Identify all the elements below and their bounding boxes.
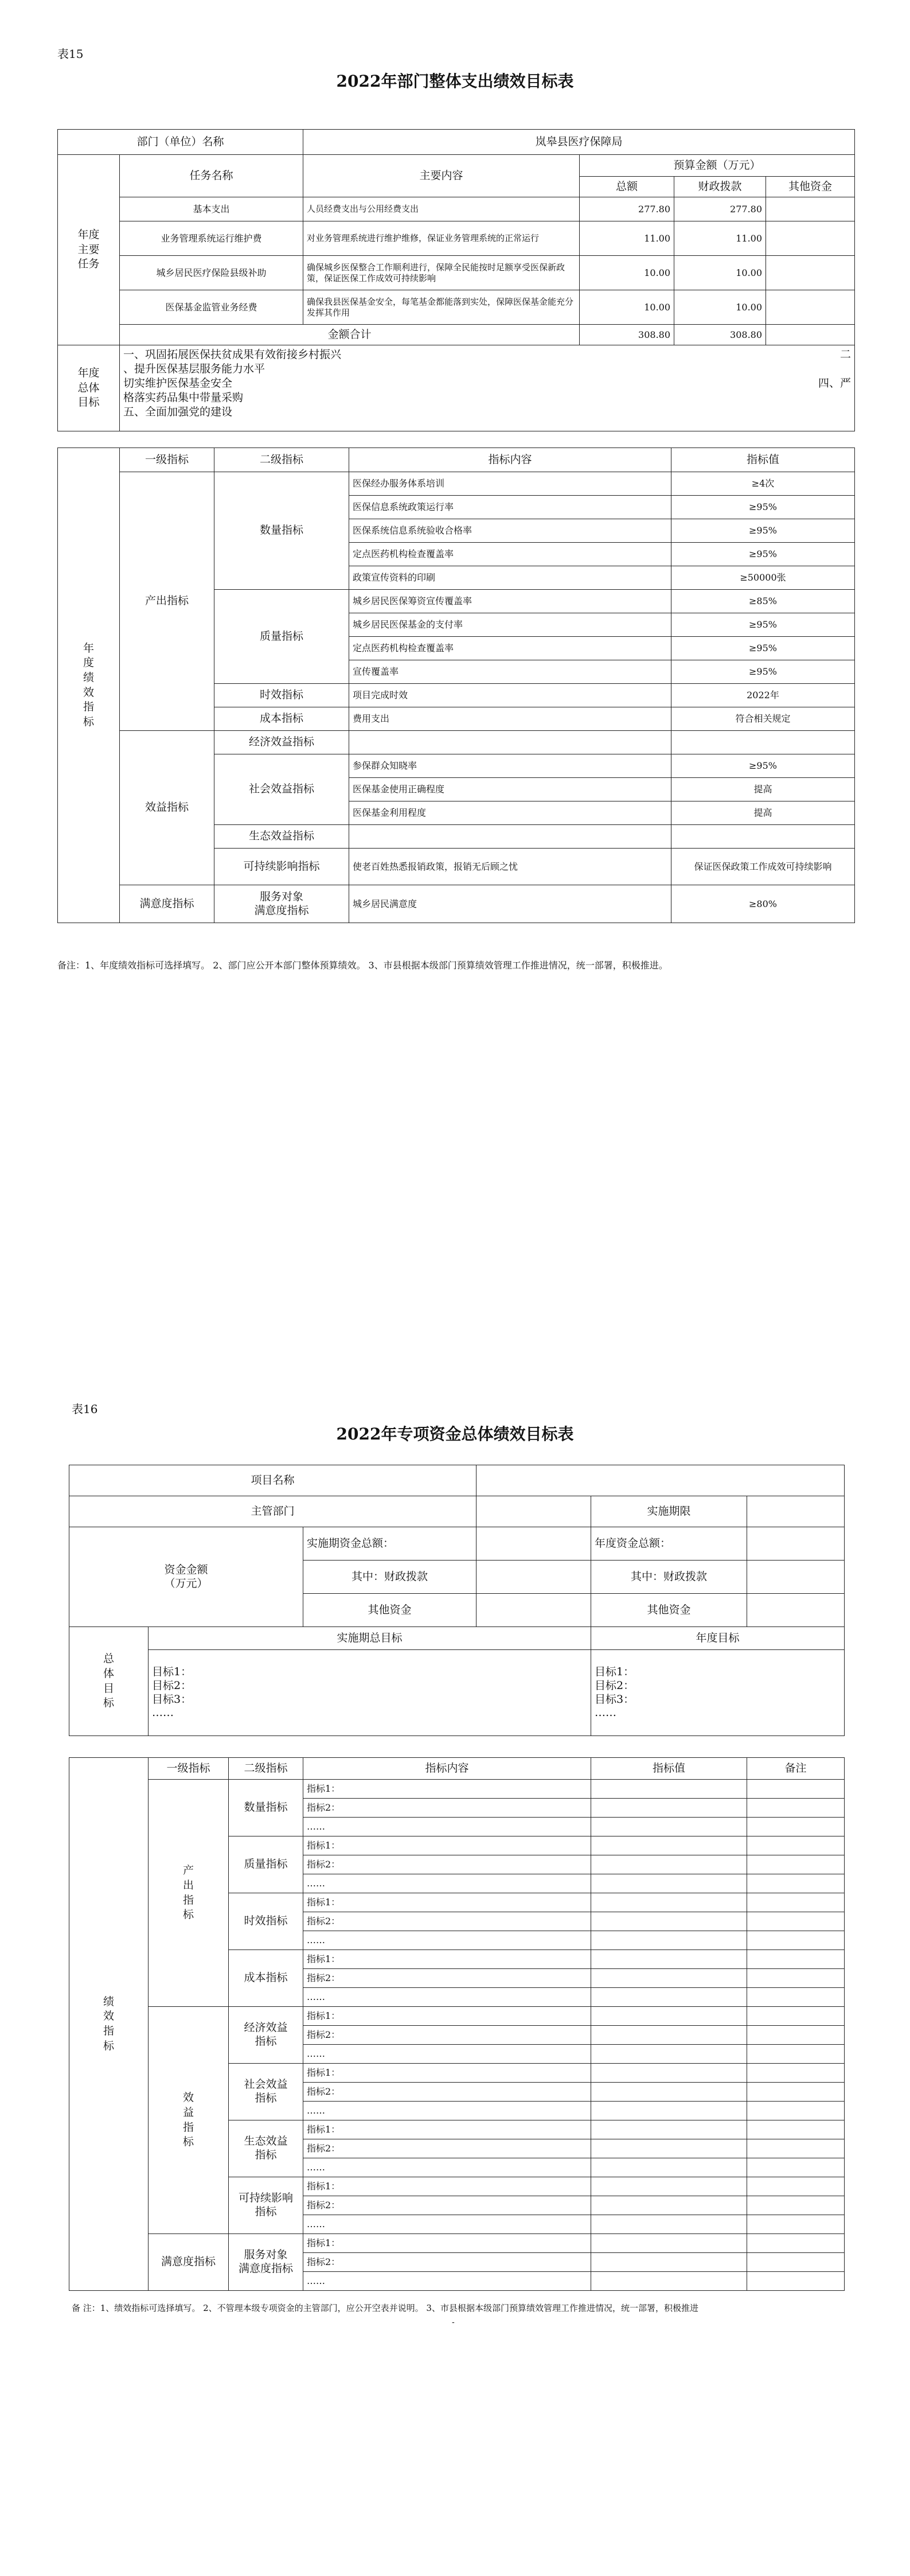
perf-section: 绩 效 指 标	[69, 1758, 149, 2291]
value-header: 指标值	[591, 1758, 747, 1780]
service-satisfaction-indicator: 服务对象 满意度指标	[229, 2234, 303, 2291]
indicator-value: ≥4次	[671, 472, 855, 496]
indicator-value: 提高	[671, 778, 855, 801]
indicator-remark	[747, 1874, 845, 1893]
page-title: 2022年专项资金总体绩效目标表	[336, 1425, 574, 1443]
indicator-value	[591, 2215, 747, 2234]
year-fiscal-value	[747, 1561, 845, 1594]
indicator-value: ≥95%	[671, 660, 855, 684]
cost-indicator: 成本指标	[214, 707, 349, 731]
indicator-remark	[747, 2007, 845, 2026]
indicator-value	[591, 2158, 747, 2177]
quantity-indicator: 数量指标	[214, 472, 349, 590]
economic-indicator: 经济效益指标	[214, 731, 349, 754]
table-number-label: 表16	[72, 1402, 98, 1416]
output-indicator: 产出指标	[120, 472, 214, 731]
indicator-value	[671, 731, 855, 754]
level1-header: 一级指标	[149, 1758, 229, 1780]
indicator-remark	[747, 2234, 845, 2253]
indicator-value: ≥95%	[671, 637, 855, 660]
task-content: 对业务管理系统进行维护维修，保证业务管理系统的正常运行	[303, 221, 580, 256]
task-fiscal: 277.80	[674, 197, 766, 221]
indicator-value	[591, 2007, 747, 2026]
indicator-value	[591, 1836, 747, 1855]
overall-goal-section: 总 体 目 标	[69, 1627, 149, 1736]
indicator-value	[591, 2234, 747, 2253]
social-indicator: 社会效益指标	[214, 754, 349, 825]
indicator-value	[591, 1780, 747, 1799]
indicator-content: 指标2：	[303, 2083, 591, 2102]
indicator-content: 指标2：	[303, 1969, 591, 1988]
indicator-value	[591, 2102, 747, 2120]
indicator-content: 医保信息系统政策运行率	[349, 496, 671, 519]
budget-header: 预算金额（万元）	[580, 155, 855, 177]
impl-other-value	[477, 1594, 591, 1627]
indicator-remark	[747, 2177, 845, 2196]
fiscal-header: 财政拨款	[674, 177, 766, 197]
goal-line: 切实维护医保基金安全	[123, 377, 233, 390]
sum-label: 金额合计	[120, 325, 580, 345]
ecology-indicator: 生态效益指标	[214, 825, 349, 849]
ecology-indicator: 生态效益 指标	[229, 2120, 303, 2177]
indicator-remark	[747, 2158, 845, 2177]
task-total: 11.00	[580, 221, 674, 256]
indicator-content: 指标1：	[303, 2234, 591, 2253]
indicator-content: 城乡居民满意度	[349, 885, 671, 923]
indicator-content: 城乡居民医保筹资宣传覆盖率	[349, 590, 671, 613]
total-header: 总额	[580, 177, 674, 197]
task-fiscal: 10.00	[674, 290, 766, 325]
content-header: 指标内容	[349, 448, 671, 472]
indicator-content: 指标2：	[303, 1799, 591, 1818]
indicator-content: 政策宣传资料的印刷	[349, 566, 671, 590]
indicator-value: ≥95%	[671, 519, 855, 543]
indicator-value	[591, 2064, 747, 2083]
output-indicator: 产 出 指 标	[149, 1780, 229, 2007]
fund-amount-label: 资金金额 （万元）	[69, 1527, 303, 1627]
indicator-content: 指标1：	[303, 1780, 591, 1799]
indicator-value	[591, 1969, 747, 1988]
other-header: 其他资金	[766, 177, 855, 197]
social-indicator: 社会效益 指标	[229, 2064, 303, 2120]
task-fiscal: 11.00	[674, 221, 766, 256]
indicator-content: 医保基金使用正确程度	[349, 778, 671, 801]
dept-value: 岚皋县医疗保障局	[303, 130, 855, 155]
indicator-value: ≥50000张	[671, 566, 855, 590]
indicator-value	[591, 1855, 747, 1874]
indicator-content: 指标1：	[303, 1950, 591, 1969]
table16-note: 备 注：1、绩效指标可选择填写。 2、不管理本级专项资金的主管部门，应公开空表并说明。 3、市县根据本级部门预算绩效管理工作推进情况，统一部署，积极推进	[72, 2303, 698, 2313]
indicator-content: 使老百姓热悉报销政策，报销无后顾之忧	[349, 849, 671, 885]
indicator-content: 费用支出	[349, 707, 671, 731]
year-fund-total-label: 年度资金总额：	[591, 1527, 747, 1561]
indicator-content: ……	[303, 1988, 591, 2007]
service-satisfaction-indicator: 服务对象 满意度指标	[214, 885, 349, 923]
indicator-value: 符合相关规定	[671, 707, 855, 731]
indicator-remark	[747, 2064, 845, 2083]
annual-tasks-section: 年度 主要 任务	[58, 155, 120, 345]
indicator-content: 指标1：	[303, 1836, 591, 1855]
indicator-value: 保证医保政策工作成效可持续影响	[671, 849, 855, 885]
indicator-remark	[747, 2272, 845, 2291]
impl-fund-total-value	[477, 1527, 591, 1561]
indicator-remark	[747, 2215, 845, 2234]
benefit-indicator: 效 益 指 标	[149, 2007, 229, 2234]
indicator-value: ≥95%	[671, 543, 855, 566]
indicator-content	[349, 825, 671, 849]
indicator-value	[591, 1818, 747, 1836]
indicator-content: 指标2：	[303, 1855, 591, 1874]
goal-line: 格落实药品集中带量采购	[123, 391, 244, 404]
task-content: 人员经费支出与公用经费支出	[303, 197, 580, 221]
indicator-content: 指标2：	[303, 1912, 591, 1931]
indicator-remark	[747, 1893, 845, 1912]
indicator-remark	[747, 1912, 845, 1931]
supervisor-dept-value	[477, 1496, 591, 1527]
sum-fiscal: 308.80	[674, 325, 766, 345]
indicator-content: 医保系统信息系统验收合格率	[349, 519, 671, 543]
indicator-content: ……	[303, 1818, 591, 1836]
indicator-value: 提高	[671, 801, 855, 825]
level2-header: 二级指标	[229, 1758, 303, 1780]
indicator-remark	[747, 2139, 845, 2158]
indicator-value	[591, 2045, 747, 2064]
task-content: 确保我县医保基金安全，每笔基金都能落到实处，保障医保基金能充分发挥其作用	[303, 290, 580, 325]
indicator-remark	[747, 2102, 845, 2120]
indicator-content: 指标1：	[303, 2007, 591, 2026]
content-header: 指标内容	[303, 1758, 591, 1780]
indicator-value	[591, 2083, 747, 2102]
task-total: 277.80	[580, 197, 674, 221]
indicator-value: 2022年	[671, 684, 855, 707]
indicator-content: 医保基金利用程度	[349, 801, 671, 825]
indicator-content: 宣传覆盖率	[349, 660, 671, 684]
indicator-remark	[747, 1836, 845, 1855]
impl-fiscal-value	[477, 1561, 591, 1594]
indicator-content: ……	[303, 2102, 591, 2120]
indicator-content: ……	[303, 2158, 591, 2177]
task-other	[766, 221, 855, 256]
indicator-value	[591, 1893, 747, 1912]
sum-total: 308.80	[580, 325, 674, 345]
impl-other-label: 其他资金	[303, 1594, 477, 1627]
indicator-remark	[747, 1818, 845, 1836]
supervisor-dept-label: 主管部门	[69, 1496, 477, 1527]
indicator-content: 城乡居民医保基金的支付率	[349, 613, 671, 637]
perf-indicator-table	[57, 448, 855, 923]
level1-header: 一级指标	[120, 448, 214, 472]
indicator-remark	[747, 2026, 845, 2045]
indicator-remark	[747, 1780, 845, 1799]
special-fund-table	[69, 1465, 845, 1736]
page-title: 2022年部门整体支出绩效目标表	[336, 72, 574, 91]
quantity-indicator: 数量指标	[229, 1780, 303, 1836]
level2-header: 二级指标	[214, 448, 349, 472]
goal-right-fragment: 四、严	[818, 377, 852, 390]
indicator-content: 指标1：	[303, 1893, 591, 1912]
indicator-value	[591, 1874, 747, 1893]
table-number-label: 表15	[57, 47, 84, 61]
indicator-content: 医保经办服务体系培训	[349, 472, 671, 496]
indicator-remark	[747, 2253, 845, 2272]
indicator-content: 项目完成时效	[349, 684, 671, 707]
indicator-value: ≥85%	[671, 590, 855, 613]
indicator-content	[349, 731, 671, 754]
period-label: 实施期限	[591, 1496, 747, 1527]
indicator-value	[591, 1912, 747, 1931]
annual-goal-section: 年度 总体 目标	[58, 345, 120, 431]
indicator-value	[591, 1950, 747, 1969]
indicator-content: ……	[303, 2045, 591, 2064]
special-fund-indicator-table	[69, 1757, 845, 2291]
indicator-content: ……	[303, 2272, 591, 2291]
task-total: 10.00	[580, 290, 674, 325]
goal-right-fragment: 二	[840, 348, 852, 361]
task-fiscal: 10.00	[674, 256, 766, 290]
page-dot: -	[452, 2318, 455, 2327]
indicator-value	[591, 2272, 747, 2291]
table15-note: 备注：1、年度绩效指标可选择填写。 2、部门应公开本部门整体预算绩效。 3、市县根据本级部门预算绩效管理工作推进情况，统一部署，积极推进。	[57, 960, 668, 971]
indicator-remark	[747, 1931, 845, 1950]
economic-indicator: 经济效益 指标	[229, 2007, 303, 2064]
indicator-content: 指标1：	[303, 2177, 591, 2196]
indicator-content: 指标2：	[303, 2026, 591, 2045]
dept-performance-table	[57, 129, 855, 431]
period-value	[747, 1496, 845, 1527]
impl-goal-list: 目标1： 目标2： 目标3： ……	[149, 1650, 591, 1736]
indicator-remark	[747, 2083, 845, 2102]
task-name-header: 任务名称	[120, 155, 303, 197]
goal-line: 一、巩固拓展医保扶贫成果有效衔接乡村振兴	[123, 348, 342, 361]
indicator-remark	[747, 1799, 845, 1818]
indicator-value	[591, 2177, 747, 2196]
indicator-remark	[747, 1969, 845, 1988]
satisfaction-indicator: 满意度指标	[120, 885, 214, 923]
indicator-value	[591, 2026, 747, 2045]
task-name: 基本支出	[120, 197, 303, 221]
timeliness-indicator: 时效指标	[214, 684, 349, 707]
cost-indicator: 成本指标	[229, 1950, 303, 2007]
indicator-content: 指标2：	[303, 2139, 591, 2158]
project-name-label: 项目名称	[69, 1465, 477, 1496]
goal-line: 、提升医保基层服务能力水平	[123, 363, 265, 376]
year-goal-list: 目标1： 目标2： 目标3： ……	[591, 1650, 845, 1736]
sustainability-indicator: 可持续影响 指标	[229, 2177, 303, 2234]
task-other	[766, 256, 855, 290]
indicator-value	[591, 1988, 747, 2007]
year-fiscal-label: 其中：财政拨款	[591, 1561, 747, 1594]
indicator-content: ……	[303, 1931, 591, 1950]
quality-indicator: 质量指标	[214, 590, 349, 684]
annual-goal-text	[120, 345, 855, 431]
indicator-remark	[747, 1950, 845, 1969]
benefit-indicator: 效益指标	[120, 731, 214, 885]
year-goal-header: 年度目标	[591, 1627, 845, 1650]
value-header: 指标值	[671, 448, 855, 472]
quality-indicator: 质量指标	[229, 1836, 303, 1893]
indicator-value: ≥80%	[671, 885, 855, 923]
year-other-value	[747, 1594, 845, 1627]
year-fund-total-value	[747, 1527, 845, 1561]
indicator-remark	[747, 2045, 845, 2064]
task-name: 医保基金监管业务经费	[120, 290, 303, 325]
task-other	[766, 197, 855, 221]
indicator-value	[671, 825, 855, 849]
indicator-content: 定点医药机构检查覆盖率	[349, 543, 671, 566]
impl-fiscal-label: 其中：财政拨款	[303, 1561, 477, 1594]
impl-fund-total-label: 实施期资金总额：	[303, 1527, 477, 1561]
satisfaction-indicator: 满意度指标	[149, 2234, 229, 2291]
project-name-value	[477, 1465, 845, 1496]
task-name: 城乡居民医疗保险县级补助	[120, 256, 303, 290]
indicator-value: ≥95%	[671, 754, 855, 778]
main-content-header: 主要内容	[303, 155, 580, 197]
indicator-content: 参保群众知晓率	[349, 754, 671, 778]
indicator-value: ≥95%	[671, 613, 855, 637]
task-content: 确保城乡医保整合工作顺利进行，保障全民能按时足额享受医保新政策，保证医保工作成效可持续影响	[303, 256, 580, 290]
indicator-content: 指标1：	[303, 2064, 591, 2083]
indicator-value	[591, 2139, 747, 2158]
task-name: 业务管理系统运行维护费	[120, 221, 303, 256]
indicator-value	[591, 1799, 747, 1818]
task-total: 10.00	[580, 256, 674, 290]
indicator-remark	[747, 1988, 845, 2007]
task-other	[766, 290, 855, 325]
indicator-value	[591, 2196, 747, 2215]
indicator-content: 指标2：	[303, 2253, 591, 2272]
dept-label: 部门（单位）名称	[58, 130, 303, 155]
indicator-content: ……	[303, 2215, 591, 2234]
sum-other	[766, 325, 855, 345]
impl-goal-header: 实施期总目标	[149, 1627, 591, 1650]
indicator-value	[591, 2253, 747, 2272]
remark-header: 备注	[747, 1758, 845, 1780]
indicator-value: ≥95%	[671, 496, 855, 519]
indicator-content: 定点医药机构检查覆盖率	[349, 637, 671, 660]
indicator-remark	[747, 1855, 845, 1874]
indicator-value	[591, 1931, 747, 1950]
indicator-content: 指标1：	[303, 2120, 591, 2139]
perf-section: 年 度 绩 效 指 标	[58, 448, 120, 923]
sustainability-indicator: 可持续影响指标	[214, 849, 349, 885]
goal-line: 五、全面加强党的建设	[123, 406, 233, 419]
timeliness-indicator: 时效指标	[229, 1893, 303, 1950]
indicator-content: 指标2：	[303, 2196, 591, 2215]
indicator-remark	[747, 2120, 845, 2139]
indicator-remark	[747, 2196, 845, 2215]
indicator-content: ……	[303, 1874, 591, 1893]
year-other-label: 其他资金	[591, 1594, 747, 1627]
indicator-value	[591, 2120, 747, 2139]
